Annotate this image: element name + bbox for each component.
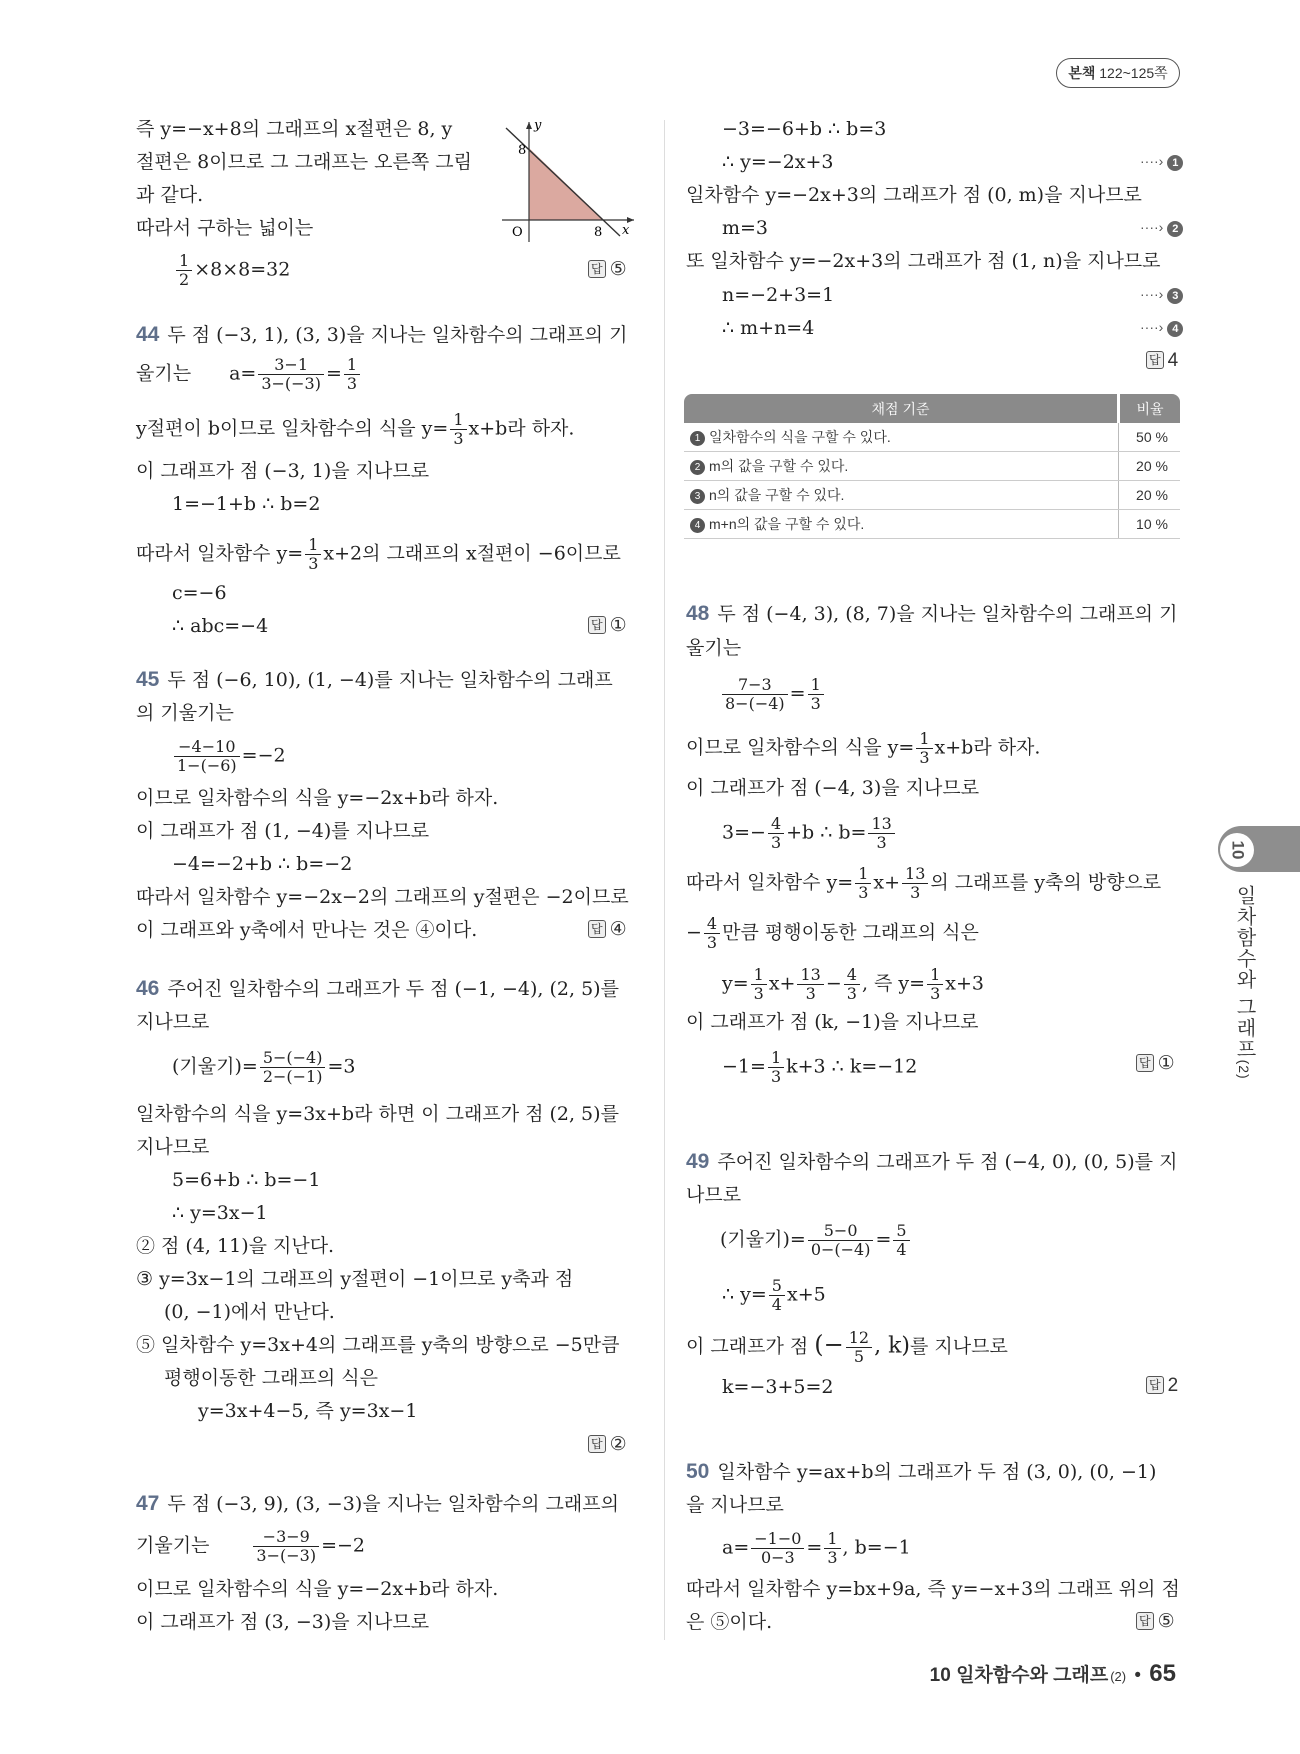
fraction: $\frac{1}{3}$ — [927, 966, 943, 1003]
answer-icon: 답 — [588, 616, 606, 634]
p45-line4: 이므로 일차함수의 식을 y=−2x+b라 하자. — [136, 787, 499, 809]
fraction: $\frac{1}{3}$ — [305, 536, 321, 573]
p49-line4: ∴ y= $\frac{5}{4}$ x+5 — [722, 1276, 826, 1314]
p48-line11: −1= $\frac{1}{3}$ k+3 ∴ k=−12 — [722, 1048, 918, 1086]
problem-number: 49 — [686, 1150, 710, 1173]
chapter-num: 10 — [1227, 840, 1247, 860]
p43-line1: 즉 y=−x+8의 그래프의 x절편은 8, y — [136, 118, 453, 140]
p46-line9: ③ y=3x−1의 그래프의 y절편이 −1이므로 y축과 점 — [136, 1268, 574, 1290]
answer-icon: 답 — [588, 1435, 606, 1453]
fraction: $\frac{5}{4}$ — [769, 1277, 785, 1314]
fraction: $\frac{1}{3}$ — [824, 1530, 840, 1567]
p47-line4: 이 그래프가 점 (3, −3)을 지나므로 — [136, 1611, 430, 1633]
p46-line3: (기울기)= $\frac{5-(-4)}{2-(-1)}$ =3 — [172, 1048, 356, 1086]
fraction: $\frac{3-1}{3-(-3)}$ — [258, 356, 324, 393]
fraction: $\frac{5-(-4)}{2-(-1)}$ — [260, 1049, 326, 1086]
p44-line2: 울기는 a= $\frac{3-1}{3-(-3)}$ = $\frac{1}{3}$ — [136, 356, 362, 393]
fraction: $\frac{4}{3}$ — [844, 966, 860, 1003]
p48-line4: 이므로 일차함수의 식을 y= $\frac{1}{3}$ x+b라 하자. — [686, 729, 1041, 767]
p44-line7: c=−6 — [172, 582, 227, 604]
fraction: $\frac{-3-9}{3-(-3)}$ — [253, 1528, 319, 1565]
p47-right-line7: ∴ m+n=4 — [722, 317, 815, 339]
p46-line1: 46 주어진 일차함수의 그래프가 두 점 (−1, −4), (2, 5)를 — [136, 977, 619, 1000]
p45-line8: 이 그래프와 y축에서 만나는 것은 ④이다. — [136, 919, 478, 941]
page-number: 65 — [1149, 1660, 1176, 1687]
p49-line2: 나므로 — [686, 1184, 742, 1206]
p43-line3: 과 같다. — [136, 184, 204, 206]
table-row: 2 m의 값을 구할 수 있다. 20 % — [684, 452, 1180, 481]
page-footer — [930, 1660, 1176, 1688]
fraction: $\frac{5}{4}$ — [893, 1222, 909, 1259]
fraction: $\frac{13}{3}$ — [902, 865, 928, 902]
fraction: $\frac{12}{5}$ — [846, 1329, 872, 1366]
column-divider — [664, 120, 665, 1640]
fraction: $\frac{13}{3}$ — [868, 815, 894, 852]
p48-line3: $\frac{7-3}{8-(-4)}$ = $\frac{1}{3}$ — [720, 676, 826, 713]
p46-line11: ⑤ 일차함수 y=3x+4의 그래프를 y축의 방향으로 −5만큼 — [136, 1334, 620, 1356]
table-row: 4 m+n의 값을 구할 수 있다. 10 % — [684, 510, 1180, 539]
p48-line6: 3=− $\frac{4}{3}$ +b ∴ b= $\frac{13}{3}$ — [722, 815, 897, 852]
p47-line3: 이므로 일차함수의 식을 y=−2x+b라 하자. — [136, 1578, 499, 1600]
fraction: $\frac{1}{3}$ — [751, 966, 767, 1003]
p44-line6: 따라서 일차함수 y= $\frac{1}{3}$ x+2의 그래프의 x절편이 −6이므로 — [136, 535, 621, 573]
fraction: $\frac{-4-10}{1-(-6)}$ — [174, 738, 240, 775]
ratio-header: 비율 — [1119, 394, 1181, 423]
p48-line7: 따라서 일차함수 y= $\frac{1}{3}$ x+ $\frac{13}{3}$ 의 그래프를 y축의 방향으로 — [686, 864, 1162, 902]
fraction: $\frac{5-0}{0-(-4)}$ — [808, 1222, 874, 1259]
p49-line1: 49 주어진 일차함수의 그래프가 두 점 (−4, 0), (0, 5)를 지 — [686, 1150, 1178, 1173]
p46-line13: y=3x+4−5, 즉 y=3x−1 — [198, 1400, 418, 1422]
chapter-part: (2) — [1236, 1059, 1252, 1080]
p44-answer: 답 ① — [588, 614, 627, 637]
p46-line2: 지나므로 — [136, 1011, 210, 1033]
answer-icon: 답 — [1136, 1612, 1154, 1630]
p47-right-line4: m=3 — [722, 217, 769, 239]
y-axis-label: y — [534, 118, 542, 133]
fraction: $\frac{4}{3}$ — [704, 915, 720, 952]
p46-line5: 지나므로 — [136, 1136, 210, 1158]
origin-label: O — [512, 225, 523, 240]
p45-line1: 45 두 점 (−6, 10), (1, −4)를 지나는 일차함수의 그래프 — [136, 668, 613, 691]
triangle-region — [529, 148, 604, 220]
p44-line1: 44 두 점 (−3, 1), (3, 3)을 지나는 일차함수의 그래프의 기 — [136, 323, 628, 346]
fraction: $\frac{1}{2}$ — [176, 252, 192, 289]
p47-right-line1: −3=−6+b ∴ b=3 — [722, 118, 887, 140]
p50-line2: 을 지나므로 — [686, 1494, 784, 1516]
step-marker-3: ····› 3 — [1140, 286, 1183, 304]
p48-answer: 답 ① — [1136, 1052, 1175, 1075]
p48-line5: 이 그래프가 점 (−4, 3)을 지나므로 — [686, 777, 980, 799]
p44-line3: y절편이 b이므로 일차함수의 식을 y= $\frac{1}{3}$ x+b라 하자. — [136, 410, 575, 448]
chapter-vertical-title — [1230, 885, 1259, 1080]
page-range-badge — [1056, 58, 1180, 88]
fraction: $\frac{1}{3}$ — [768, 1049, 784, 1086]
p44-line4: 이 그래프가 점 (−3, 1)을 지나므로 — [136, 460, 430, 482]
p44-line5: 1=−1+b ∴ b=2 — [172, 493, 321, 515]
fraction: $\frac{1}{3}$ — [450, 411, 466, 448]
answer-icon: 답 — [1146, 351, 1164, 369]
p49-line6: k=−3+5=2 — [722, 1376, 834, 1398]
p48-line9: y= $\frac{1}{3}$ x+ $\frac{13}{3}$ − $\frac{4}{3}$ , 즉 y= $\frac{1}{3}$ x+3 — [722, 965, 985, 1003]
p45-line2: 의 기울기는 — [136, 702, 234, 724]
footer-part: (2) — [1110, 1669, 1127, 1684]
table-row: 1 일차함수의 식을 구할 수 있다. 50 % — [684, 423, 1180, 452]
p50-line5: 은 ⑤이다. — [686, 1611, 773, 1633]
p49-answer: 답 2 — [1146, 1375, 1178, 1397]
step-marker-4: ····› 4 — [1140, 319, 1183, 337]
page-range: 122~125쪽 — [1099, 65, 1168, 81]
table-row: 3 n의 값을 구할 수 있다. 20 % — [684, 481, 1180, 510]
p47-right-line2: ∴ y=−2x+3 — [722, 151, 834, 173]
p46-line6: 5=6+b ∴ b=−1 — [172, 1169, 321, 1191]
p43-line2: 절편은 8이므로 그 그래프는 오른쪽 그림 — [136, 151, 472, 173]
fraction: $\frac{1}{3}$ — [808, 676, 824, 713]
answer-icon: 답 — [588, 260, 606, 278]
p44-line8: ∴ abc=−4 — [172, 615, 269, 637]
problem-number: 46 — [136, 977, 160, 1000]
fraction: $\frac{4}{3}$ — [768, 815, 784, 852]
fraction: $\frac{13}{3}$ — [797, 966, 823, 1003]
p47-line2: 기울기는 $\frac{-3-9}{3-(-3)}$ =−2 — [136, 1527, 366, 1565]
p47-right-line3: 일차함수 y=−2x+3의 그래프가 점 (0, m)을 지나므로 — [686, 184, 1142, 206]
p46-line4: 일차함수의 식을 y=3x+b라 하면 이 그래프가 점 (2, 5)를 — [136, 1103, 619, 1125]
p45-line7: 따라서 일차함수 y=−2x−2의 그래프의 y절편은 −2이므로 — [136, 886, 629, 908]
p45-answer: 답 ④ — [588, 918, 627, 941]
p47-right-line6: n=−2+3=1 — [722, 284, 835, 306]
p49-line5: 이 그래프가 점 (− $\frac{12}{5}$ , k)를 지나므로 — [686, 1328, 1008, 1366]
p49-line3: (기울기)= $\frac{5-0}{0-(-4)}$ = $\frac{5}{4}$ — [720, 1222, 912, 1259]
answer-icon: 답 — [1146, 1376, 1164, 1394]
scoring-table — [684, 394, 1180, 539]
fraction: $\frac{7-3}{8-(-4)}$ — [722, 676, 788, 713]
chapter-tab-number — [1220, 833, 1254, 867]
fraction: $\frac{-1-0}{0-3}$ — [751, 1530, 804, 1567]
answer-icon: 답 — [588, 920, 606, 938]
p45-line5: 이 그래프가 점 (1, −4)를 지나므로 — [136, 820, 430, 842]
p50-line3: a= $\frac{-1-0}{0-3}$ = $\frac{1}{3}$ , b=−1 — [722, 1529, 911, 1567]
fraction: $\frac{1}{3}$ — [916, 730, 932, 767]
p45-line6: −4=−2+b ∴ b=−2 — [172, 853, 353, 875]
p48-line8: − $\frac{4}{3}$ 만큼 평행이동한 그래프의 식은 — [686, 914, 979, 952]
problem-number: 45 — [136, 668, 160, 691]
footer-chapter: 10 일차함수와 그래프 — [929, 1665, 1109, 1686]
p47-right-line5: 또 일차함수 y=−2x+3의 그래프가 점 (1, n)을 지나므로 — [686, 250, 1161, 272]
p43-line5: $\frac{1}{2}$ ×8×8=32 — [174, 252, 290, 289]
p45-line3: $\frac{-4-10}{1-(-6)}$ =−2 — [172, 738, 286, 775]
chapter-title: 일차함수와 그래프 — [1233, 885, 1255, 1060]
p43-line4: 따라서 구하는 넓이는 — [136, 217, 314, 239]
problem-number: 50 — [686, 1460, 710, 1483]
x-intercept-label: 8 — [594, 225, 603, 240]
step-marker-2: ····› 2 — [1140, 219, 1183, 237]
p46-line10: (0, −1)에서 만난다. — [164, 1301, 335, 1323]
fraction: $\frac{1}{3}$ — [855, 865, 871, 902]
y-intercept-label: 8 — [518, 143, 527, 158]
p48-line10: 이 그래프가 점 (k, −1)을 지나므로 — [686, 1011, 979, 1033]
p50-line1: 50 일차함수 y=ax+b의 그래프가 두 점 (3, 0), (0, −1) — [686, 1460, 1157, 1483]
p43-answer: 답 ⑤ — [588, 258, 627, 281]
p50-answer: 답 ⑤ — [1136, 1610, 1175, 1633]
p46-answer: 답 ② — [588, 1433, 627, 1456]
p48-line1: 48 두 점 (−4, 3), (8, 7)을 지나는 일차함수의 그래프의 기 — [686, 602, 1178, 625]
p47-answer: 답 4 — [1146, 350, 1178, 372]
criteria-header: 채점 기준 — [684, 394, 1119, 423]
p47-line1: 47 두 점 (−3, 9), (3, −3)을 지나는 일차함수의 그래프의 — [136, 1492, 619, 1515]
triangle-graph — [494, 118, 644, 248]
book-label: 본책 — [1068, 65, 1096, 81]
problem-number: 44 — [136, 323, 160, 346]
p48-line2: 울기는 — [686, 637, 742, 659]
problem-number: 47 — [136, 1492, 160, 1515]
y-axis-arrow — [526, 122, 532, 129]
p46-line7: ∴ y=3x−1 — [172, 1202, 268, 1224]
problem-number: 48 — [686, 602, 710, 625]
p46-line8: ② 점 (4, 11)을 지난다. — [136, 1235, 335, 1257]
p46-line12: 평행이동한 그래프의 식은 — [164, 1367, 378, 1389]
scoring-table-header — [684, 394, 1180, 423]
fraction: $\frac{1}{3}$ — [344, 356, 360, 393]
x-axis-label: x — [622, 223, 630, 238]
step-marker-1: ····› 1 — [1140, 153, 1183, 171]
answer-icon: 답 — [1136, 1054, 1154, 1072]
footer-separator: • — [1134, 1665, 1142, 1686]
p50-line4: 따라서 일차함수 y=bx+9a, 즉 y=−x+3의 그래프 위의 점 — [686, 1578, 1180, 1600]
